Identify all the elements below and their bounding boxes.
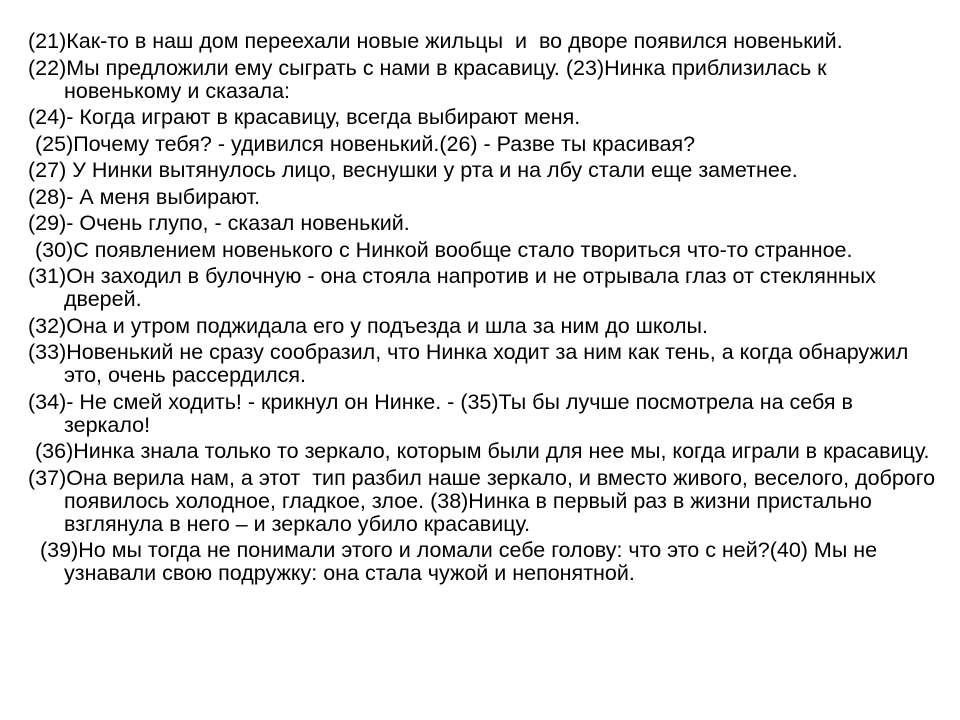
paragraph-25: (25)Почему тебя? - удивился новенький.(26) - Разве ты красивая? — [35, 131, 696, 156]
paragraph-30: (30)С появлением новенького с Нинкой вообще стало твориться что-то странное. — [35, 237, 853, 262]
text-body — [28, 30, 940, 589]
paragraph-32: (32)Она и утром поджидала его у подъезда и шла за ним до школы. — [28, 313, 708, 338]
paragraph-21: (21)Как-то в наш дом переехали новые жильцы и во дворе появился новенький. — [28, 29, 843, 53]
paragraph-31: (31)Он заходил в булочную - она стояла напротив и не отрывала глаз от стеклянных дверей. — [28, 264, 882, 311]
paragraph-27: (27) У Нинки вытянулось лицо, веснушки у рта и на лбу стали еще заметнее. — [28, 158, 798, 182]
paragraph-37: (37)Она верила нам, а этот тип разбил наше зеркало, и вместо живого, веселого, доброго появилось холодное, гладкое, злое. (38)Нинка в первый раз в жизни пристально взглянула в него – и зеркало убило красавицу. — [28, 465, 942, 536]
paragraph-39: (39)Но мы тогда не понимали этого и ломали себе голову: что это с ней?(40) Мы не узнавали свою подружку: она стала чужой и непонятной. — [40, 538, 884, 585]
paragraph-33: (33)Новенький не сразу сообразил, что Нинка ходит за ним как тень, а когда обнаружил это, очень рассердился. — [28, 340, 915, 387]
paragraph-22: (22)Мы предложили ему сыграть с нами в красавицу. (23)Нинка приблизилась к новенькому и сказала: — [28, 55, 833, 103]
paragraph-24: (24)- Когда играют в красавицу, всегда выбирают меня. — [28, 105, 581, 129]
paragraph-36: (36)Нинка знала только то зеркало, которым были для нее мы, когда играли в красавицу. — [35, 439, 930, 463]
paragraph-34: (34)- Не смей ходить! - крикнул он Нинке. - (35)Ты бы лучше посмотрела на себя в зеркало! — [28, 389, 859, 437]
paragraph-28: (28)- А меня выбирают. — [28, 184, 261, 209]
paragraph-29: (29)- Очень глупо, - сказал новенький. — [28, 211, 410, 235]
